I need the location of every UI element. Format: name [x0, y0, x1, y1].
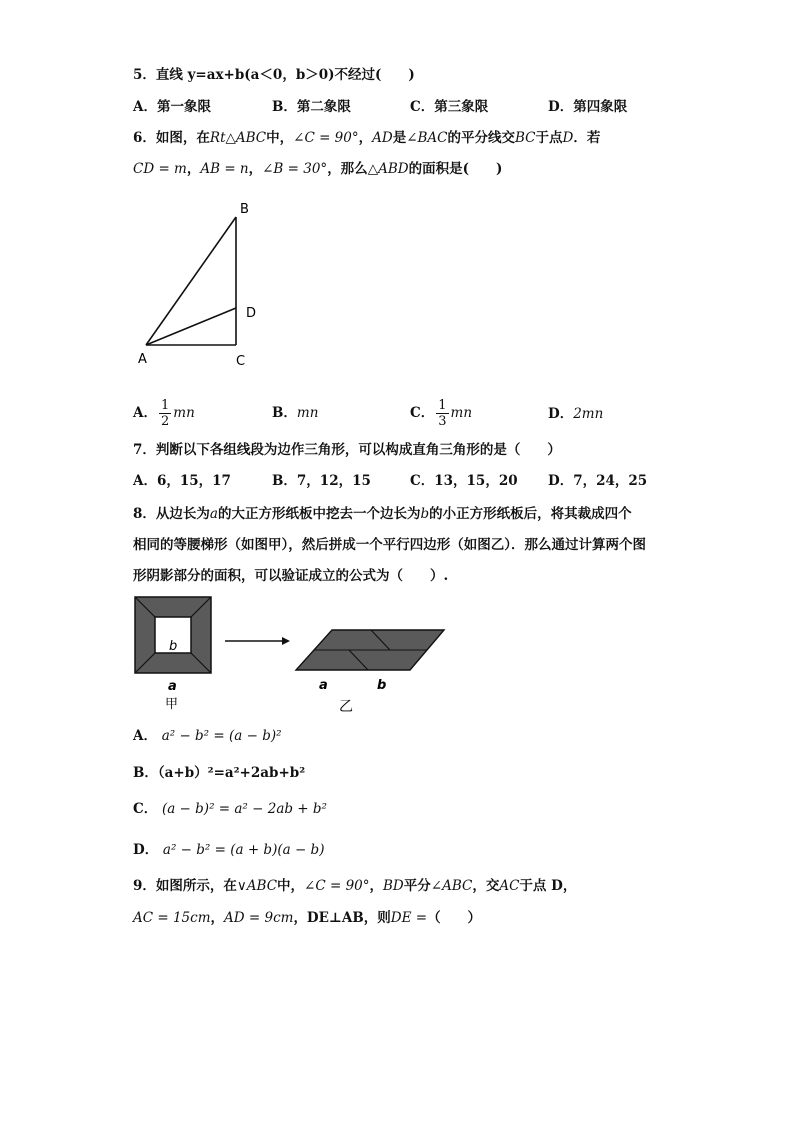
label-c: C	[236, 354, 246, 369]
q8-stem-line3: 形阴影部分的面积，可以验证成立的公式为（ ）.	[133, 568, 449, 584]
q8-option-b[interactable]: B．（a+b）²=a²+2ab+b²	[133, 765, 306, 781]
q8-stem-line1: 8．从边长为a的大正方形纸板中挖去一个边长为b的小正方形纸板后，将其裁成四个	[133, 506, 632, 522]
q6-stem-line1: 6．如图，在Rt△ABC中，∠C = 90°，AD是∠BAC的平分线交BC于点D．若	[133, 130, 601, 146]
q6-stem-line2: CD = m，AB = n，∠B = 30°，那么△ABD的面积是( )	[133, 161, 503, 177]
q6-triangle-figure	[130, 195, 270, 375]
q8-figure	[128, 592, 458, 717]
label-a: A	[138, 352, 147, 367]
q7-stem: 7．判断以下各组线段为边作三角形，可以构成直角三角形的是（ ）	[133, 442, 561, 458]
q6-option-a[interactable]: A． $\frac{1}{2}$ mn	[133, 398, 195, 429]
q5-option-b[interactable]: B．第二象限	[272, 99, 351, 115]
label-b-small: b	[169, 639, 178, 654]
q8-option-d[interactable]: D． a² − b² = (a + b)(a − b)	[133, 842, 325, 858]
caption-jia: 甲	[165, 697, 179, 712]
q6-option-d[interactable]: D．2mn	[548, 406, 604, 422]
q5-option-d[interactable]: D．第四象限	[548, 99, 628, 115]
q7-option-a[interactable]: A．6，15，17	[133, 473, 231, 489]
label-a-right: a	[319, 678, 328, 693]
arrow-head-icon	[282, 637, 290, 645]
q8-option-c[interactable]: C． (a − b)² = a² − 2ab + b²	[133, 801, 327, 817]
q8-option-a[interactable]: A． a² − b² = (a − b)²	[133, 728, 282, 744]
q8-stem-line2: 相同的等腰梯形（如图甲），然后拼成一个平行四边形（如图乙）．那么通过计算两个图	[133, 537, 646, 553]
caption-yi: 乙	[339, 699, 353, 715]
q7-option-c[interactable]: C．13，15，20	[410, 473, 518, 489]
q9-stem-line1: 9．如图所示，在∨ABC中，∠C = 90°，BD平分∠ABC，交AC于点 D，	[133, 878, 577, 894]
q5-option-a[interactable]: A．第一象限	[133, 99, 211, 115]
q6-option-b[interactable]: B．mn	[272, 405, 319, 421]
label-b: B	[240, 202, 249, 217]
q6-option-c[interactable]: C． $\frac{1}{3}$ mn	[410, 398, 473, 429]
q7-option-d[interactable]: D．7，24，25	[548, 473, 648, 489]
q9-stem-line2: AC = 15cm，AD = 9cm，DE⊥AB，则DE =（ ）	[133, 910, 482, 926]
label-b-right: b	[377, 678, 387, 693]
label-a-big: a	[168, 679, 177, 694]
q5-stem: 5．直线 y=ax+b(a＜0，b＞0)不经过( )	[133, 67, 415, 83]
q7-option-b[interactable]: B．7，12，15	[272, 473, 371, 489]
q5-option-c[interactable]: C．第三象限	[410, 99, 489, 115]
label-d: D	[246, 306, 257, 321]
